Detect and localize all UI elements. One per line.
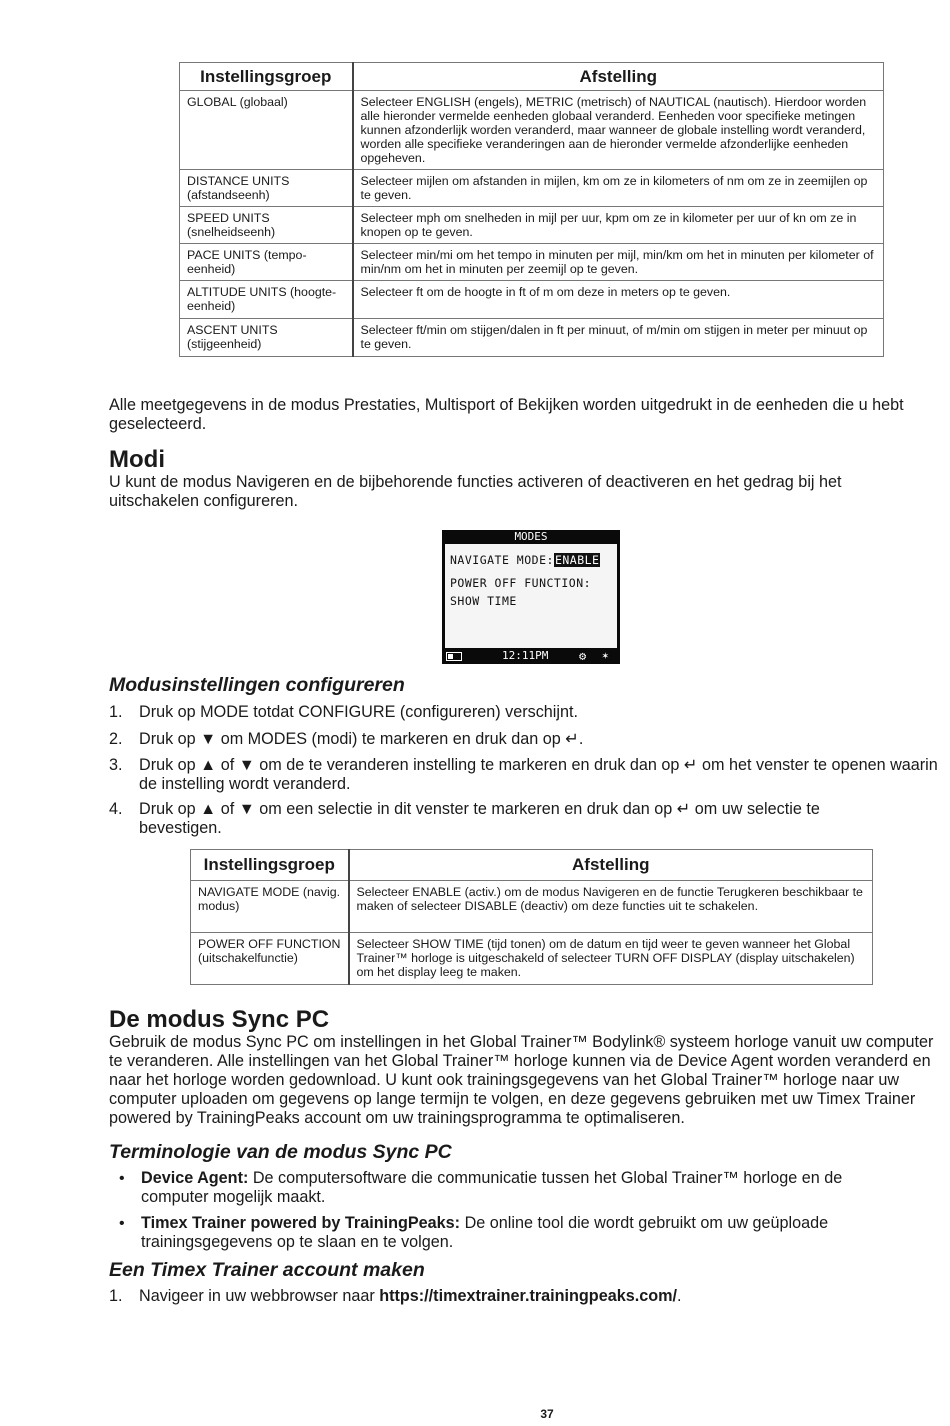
modi-heading: Modi [109,446,165,473]
terminology-heading: Terminologie van de modus Sync PC [109,1141,452,1163]
lcd-navigate-label: NAVIGATE MODE: [450,553,554,567]
row-group: DISTANCE UNITS (afstandseenh) [180,170,353,207]
battery-icon [446,652,462,661]
sync-paragraph: Gebruik de modus Sync PC om instellingen in het Global Trainer™ Bodylink® systeem horloge vanuit uw computer te veranderen. Alle instellingen van het Global Trainer™ horloge kunnen via de Device Agent worden veranderd en naar het horloge worden gedownload. U kunt ook trainingsgegevens van het Global Trainer™ horloge naar uw computer uploaden om gegevens op lange termijn te volgen, en deze gegevens gebruiken met uw Timex Trainer powered by TrainingPeaks account om uw trainingsprogramma te optimaliseren. [109,1033,934,1127]
step-number: 2. [109,730,123,748]
runner-icon: ✶ [602,649,609,662]
table-row [180,207,884,244]
step-number: 4. [109,800,123,818]
term-label: Timex Trainer powered by TrainingPeaks: [141,1214,461,1232]
modes-settings-table [190,849,873,985]
account-heading: Een Timex Trainer account maken [109,1259,425,1281]
lcd-time: 12:11PM [502,649,549,662]
step-text-lead: Navigeer in uw webbrowser naar [139,1287,380,1305]
row-setting: Selecteer mijlen om afstanden in mijlen, km om ze in kilometers of nm om ze in zeemijlen op te geven. [353,170,884,207]
step-number: 1. [109,1287,123,1305]
term-item [141,1214,901,1252]
step-text: Druk op ▼ om MODES (modi) te markeren en druk dan op ↵. [139,730,584,748]
table-header-row [180,63,884,91]
row-setting: Selecteer ENGLISH (engels), METRIC (metrisch) of NAUTICAL (nautisch). Hierdoor worden alle hieronder vermelde eenheden globaal veranderd. Eenheden voor specifieke metingen kunnen afzonderlijk worden veranderd, maar wanneer de globale instelling wordt veranderd, worden alle specifieke veranderingen aan de hieronder vermelde afzonderlijke eenheden opgeheven. [353,91,884,170]
step-text: Druk op ▲ of ▼ om een selectie in dit venster te markeren en druk dan op ↵ om uw selectie te bevestigen. [139,800,820,837]
row-setting: Selecteer min/mi om het tempo in minuten per mijl, min/km om het in minuten per kilometer of min/nm om het in minuten per zeemijl op te geven. [353,244,884,281]
term-label: Device Agent: [141,1169,249,1187]
row-setting: Selecteer ft om de hoogte in ft of m om deze in meters op te geven. [353,281,884,319]
page-number: 37 [540,1407,554,1421]
sync-heading: De modus Sync PC [109,1006,330,1033]
row-setting: Selecteer ft/min om stijgen/dalen in ft per minuut, of m/min om stijgen in meter per minuut op te geven. [353,319,884,357]
table-row [180,244,884,281]
column-header-setting: Afstelling [353,63,884,91]
table-row [180,319,884,357]
term-text: De online tool die wordt gebruikt om uw geüploade trainingsgegevens op te slaan en te volgen. [141,1214,829,1251]
lcd-status-bar [442,648,620,664]
row-group: ALTITUDE UNITS (hoogte-eenheid) [180,281,353,319]
row-group: ASCENT UNITS (stijgeenheid) [180,319,353,357]
units-note-paragraph: Alle meetgegevens in de modus Prestaties, Multisport of Bekijken worden uitgedrukt in de eenheden die u hebt geselecteerd. [109,396,904,433]
step-text [139,1287,681,1306]
watch-lcd-screen [442,530,620,664]
row-group: GLOBAL (globaal) [180,91,353,170]
table-row [180,170,884,207]
row-setting: Selecteer ENABLE (activ.) om de modus Navigeren en de functie Terugkeren beschikbaar te maken of selecteer DISABLE (deactiv) om deze functies uit te schakelen. [349,881,873,933]
lcd-navigate-line [450,553,600,567]
table-row [191,933,873,985]
bullet-icon: • [119,1170,125,1187]
column-header-setting: Afstelling [349,850,873,881]
lcd-enable-value: ENABLE [554,553,600,567]
step-number: 1. [109,703,123,721]
term-text: De computersoftware die communicatie tussen het Global Trainer™ horloge en de computer mogelijk maakt. [141,1169,843,1206]
table-row [180,91,884,170]
table-header-row [191,850,873,881]
step-text: Druk op ▲ of ▼ om de te veranderen instelling te markeren en druk dan op ↵ om het venster te openen waarin de instelling wordt veranderd. [139,756,938,793]
row-group: SPEED UNITS (snelheidseenh) [180,207,353,244]
row-setting: Selecteer mph om snelheden in mijl per uur, kpm om ze in kilometer per uur of kn om ze in knopen op te geven. [353,207,884,244]
trainingpeaks-link[interactable]: https://timextrainer.trainingpeaks.com/ [379,1287,677,1305]
row-group: POWER OFF FUNCTION (uitschakelfunctie) [191,933,349,985]
row-setting: Selecteer SHOW TIME (tijd tonen) om de datum en tijd weer te geven wanneer het Global Trainer™ horloge is uitgeschakeld of selecteer TURN OFF DISPLAY (display uitschakelen) om het display leeg te maken. [349,933,873,985]
units-settings-table [179,62,884,357]
step-number: 3. [109,756,123,774]
table-row [180,281,884,319]
term-item [141,1169,901,1207]
lcd-power-off-line: POWER OFF FUNCTION: [450,576,592,590]
lcd-show-time-line: SHOW TIME [450,594,517,608]
step-text: Druk op MODE totdat CONFIGURE (configureren) verschijnt. [139,703,578,721]
modi-paragraph: U kunt de modus Navigeren en de bijbehorende functies activeren of deactiveren en het gedrag bij het uitschakelen configureren. [109,473,842,510]
column-header-group: Instellingsgroep [180,63,353,91]
row-group: PACE UNITS (tempo-eenheid) [180,244,353,281]
lcd-body [445,544,617,648]
lcd-title: MODES [514,530,548,543]
bullet-icon: • [119,1215,125,1232]
table-row [191,881,873,933]
configure-heading: Modusinstellingen configureren [109,674,405,696]
step-text-end: . [676,1287,682,1305]
gear-icon: ⚙ [579,649,587,663]
row-group: NAVIGATE MODE (navig. modus) [191,881,349,933]
column-header-group: Instellingsgroep [191,850,349,881]
